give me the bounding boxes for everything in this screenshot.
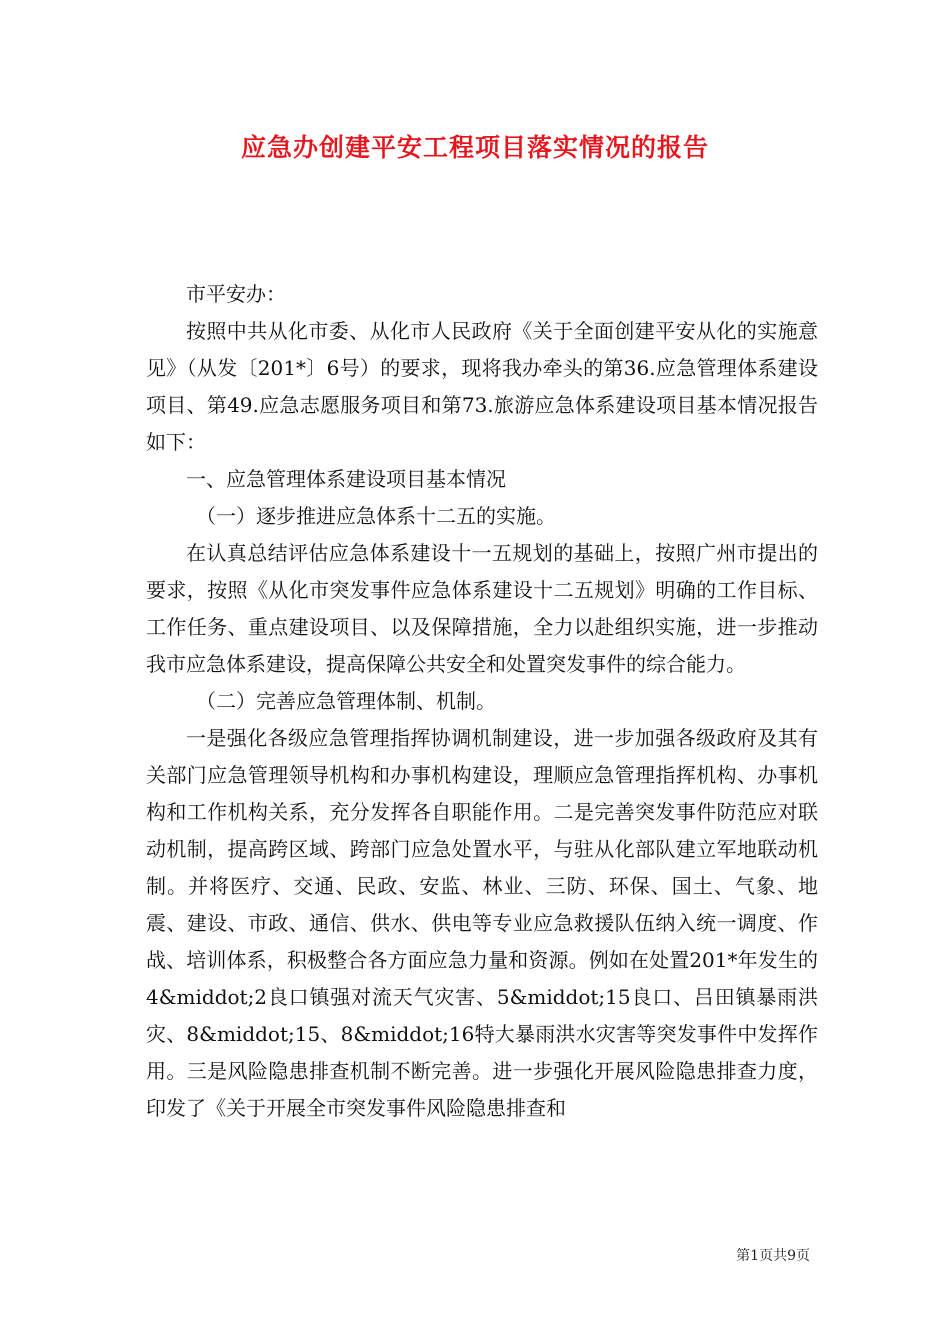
subsection-heading-2: （二）完善应急管理体制、机制。 bbox=[196, 689, 496, 713]
paragraph-plan: 在认真总结评估应急体系建设十一五规划的基础上，按照广州市提出的要求，按照《从化市突发事件应急体系建设十二五规划》明确的工作目标、工作任务、重点建设项目、以及保障措施，全力以赴组织实施，进一步推动我市应急体系建设，提高保障公共安全和处置突发事件的综合能力。 bbox=[146, 541, 818, 676]
subsection-heading-1: （一）逐步推进应急体系十二五的实施。 bbox=[196, 504, 556, 528]
document-title: 应急办创建平安工程项目落实情况的报告 bbox=[240, 133, 709, 162]
salutation: 市平安办： bbox=[186, 282, 286, 306]
page-number: 第1页共9页 bbox=[736, 1248, 810, 1264]
section-heading-1: 一、应急管理体系建设项目基本情况 bbox=[186, 467, 506, 491]
paragraph-intro: 按照中共从化市委、从化市人民政府《关于全面创建平安从化的实施意见》（从发〔201*〕6号）的要求，现将我办牵头的第36.应急管理体系建设项目、第49.应急志愿服务项目和第73.旅游应急体系建设项目基本情况报告如下： bbox=[146, 319, 818, 454]
document-body bbox=[146, 276, 818, 1127]
paragraph-mechanism: 一是强化各级应急管理指挥协调机制建设，进一步加强各级政府及其有关部门应急管理领导机构和办事机构建设，理顺应急管理指挥机构、办事机构和工作机构关系，充分发挥各自职能作用。二是完善突发事件防范应对联动机制，提高跨区域、跨部门应急处置水平，与驻从化部队建立军地联动机制。并将医疗、交通、民政、安监、林业、三防、环保、国土、气象、地震、建设、市政、通信、供水、供电等专业应急救援队伍纳入统一调度、作战、培训体系，积极整合各方面应急力量和资源。例如在处置201*年发生的4&middot;2良口镇强对流天气灾害、5&middot;15良口、吕田镇暴雨洪灾、8&middot;15、8&middot;16特大暴雨洪水灾害等突发事件中发挥作用。三是风险隐患排查机制不断完善。进一步强化开展风险隐患排查力度，印发了《关于开展全市突发事件风险隐患排查和 bbox=[146, 726, 818, 1120]
